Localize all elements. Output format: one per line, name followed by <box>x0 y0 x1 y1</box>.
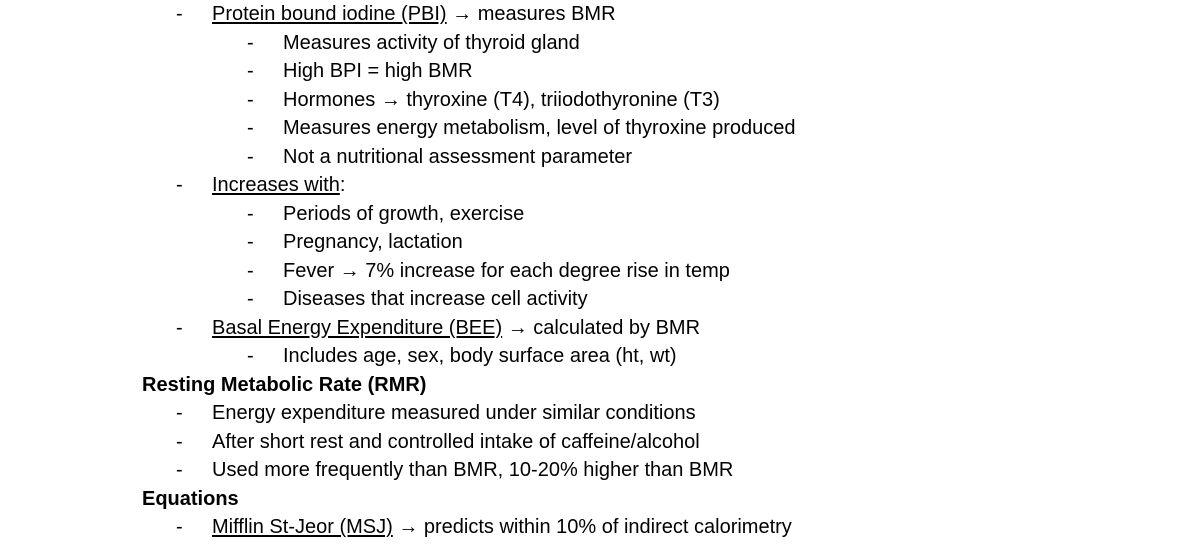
increases-with-colon: : <box>339 174 346 196</box>
bullet-dash: - <box>176 459 183 481</box>
bullet-dash: - <box>176 3 183 25</box>
bullet-dash: - <box>247 31 254 54</box>
sub-bullet-text: Includes age, sex, body surface area (ht, wt) <box>283 345 677 367</box>
bullet-dash: - <box>247 88 254 111</box>
msj-description: → predicts within 10% of indirect calorimetry <box>392 516 792 538</box>
sub-bullet-text: High BPI = high BMR <box>283 60 473 82</box>
bullet-text: After short rest and controlled intake of caffeine/alcohol <box>212 430 700 453</box>
sub-bullet-text: Hormones → thyroxine (T4), triiodothyronine (T3) <box>283 88 720 111</box>
bullet-dash: - <box>247 117 254 139</box>
bullet-text: Energy expenditure measured under similar conditions <box>212 402 696 424</box>
term-increases-with: Increases with <box>212 174 340 196</box>
term-msj: Mifflin St-Jeor (MSJ) <box>212 516 393 538</box>
bullet-dash: - <box>176 516 183 538</box>
bullet-dash: - <box>247 345 254 367</box>
term-pbi: Protein bound iodine (PBI) <box>212 3 447 25</box>
bullet-dash: - <box>247 288 254 310</box>
bee-description: → calculated by BMR <box>502 316 701 339</box>
bullet-dash: - <box>247 259 254 282</box>
sub-bullet-text: Not a nutritional assessment parameter <box>283 145 633 168</box>
sub-bullet-text: Diseases that increase cell activity <box>283 288 588 310</box>
pbi-description: → measures BMR <box>446 3 616 25</box>
bullet-dash: - <box>247 202 254 225</box>
section-heading: Equations <box>142 487 239 510</box>
bullet-dash: - <box>176 316 183 339</box>
sub-bullet-text: Pregnancy, lactation <box>283 231 463 253</box>
sub-bullet-text: Measures energy metabolism, level of thyroxine produced <box>283 117 796 139</box>
term-bee: Basal Energy Expenditure (BEE) <box>212 316 503 339</box>
section-heading: Resting Metabolic Rate (RMR) <box>142 373 427 396</box>
bullet-dash: - <box>247 145 254 168</box>
bullet-dash: - <box>247 231 254 253</box>
bullet-dash: - <box>176 430 183 453</box>
bullet-dash: - <box>176 402 183 424</box>
bullet-text: Used more frequently than BMR, 10-20% higher than BMR <box>212 459 734 481</box>
sub-bullet-text: Measures activity of thyroid gland <box>283 31 580 54</box>
sub-bullet-text: Periods of growth, exercise <box>283 202 525 225</box>
sub-bullet-text: Fever → 7% increase for each degree rise in temp <box>283 259 730 282</box>
bullet-dash: - <box>176 174 183 196</box>
bullet-dash: - <box>247 60 254 82</box>
